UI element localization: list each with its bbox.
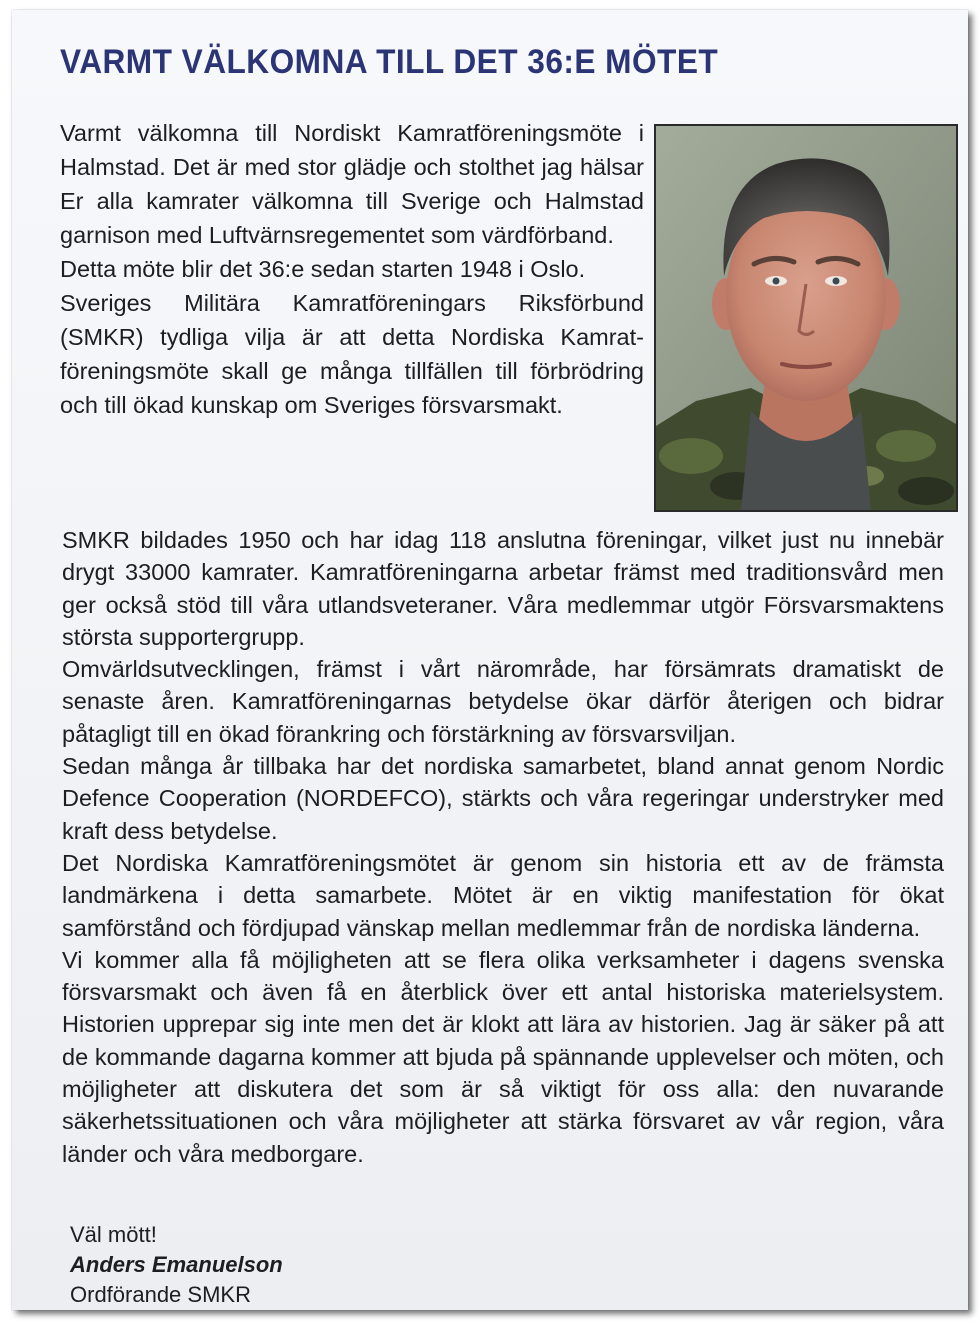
body-paragraph: Det Nordiska Kamratföreningsmötet är genom sin historia ett av de främsta landmärkena i detta samarbete. Mötet är en viktig manifestation för ökat samförstånd och fördjupad vänskap mellan medlemmar från de nordiska länderna. <box>62 849 944 941</box>
intro-paragraph: Detta möte blir det 36:e sedan starten 1948 i Oslo. <box>60 256 586 282</box>
body-paragraph: Vi kommer alla få möjligheten att se flera olika verksamheter i dagens svenska försvarsmakt och även få en återblick över ett antal historiska materielsystem. Historien upprepar sig inte men det är klokt att lära av historien. Jag är säker på att de kommande dagarna kommer att bjuda på spännande upplevelser och möten, och möjligheter att diskutera det som är så viktigt för oss alla: den nuvarande säkerhetssituationen och våra möjligheter att stärka försvaret av vår region, våra länder och våra medborgare. <box>62 946 944 1167</box>
document-page <box>12 10 968 1310</box>
body-text <box>62 524 944 1170</box>
body-paragraph: SMKR bildades 1950 och har idag 118 anslutna föreningar, vilket just nu innebär drygt 33000 kamrater. Kamratföreningarna arbetar främst med traditionsvård men ger också stöd till våra utlandsveteraner. Våra medlemmar utgör Försvarsmaktens största supportergrupp. <box>62 527 944 650</box>
portrait-photo <box>654 124 958 512</box>
signoff <box>70 1220 283 1310</box>
signoff-name: Anders Emanuelson <box>70 1252 283 1277</box>
intro-paragraph: Varmt välkomna till Nordiskt Kamratföreningsmöte i Halmstad. Det är med stor glädje och stolthet jag hälsar Er alla kamrater välkomna till Sverige och Halmstad garnison med Luftvärnsregementet som värdförband. <box>60 120 644 248</box>
body-paragraph: Omvärldsutvecklingen, främst i vårt närområde, har försämrats dramatiskt de senaste åren. Kamratföreningarnas betydelse ökar därför återigen och bidrar påtagligt till en ökad förankring och förstärkning av försvarsviljan. <box>62 656 944 747</box>
portrait-image <box>656 126 956 510</box>
page-title: VARMT VÄLKOMNA TILL DET 36:E MÖTET <box>60 43 719 81</box>
signoff-role: Ordförande SMKR <box>70 1282 251 1307</box>
intro-paragraph: Sveriges Militära Kamratföreningars Riksförbund (SMKR) tydliga vilja är att detta Nordiska Kamratföreningsmöte skall ge många tillfällen till förbrödring och till ökad kunskap om Sveriges försvarsmakt. <box>60 290 644 418</box>
body-paragraph: Sedan många år tillbaka har det nordiska samarbetet, bland annat genom Nordic Defence Cooperation (NORDEFCO), stärkts och våra regeringar understryker med kraft dess betydelse. <box>62 753 944 844</box>
signoff-greeting: Väl mött! <box>70 1222 157 1247</box>
intro-text <box>60 116 644 422</box>
